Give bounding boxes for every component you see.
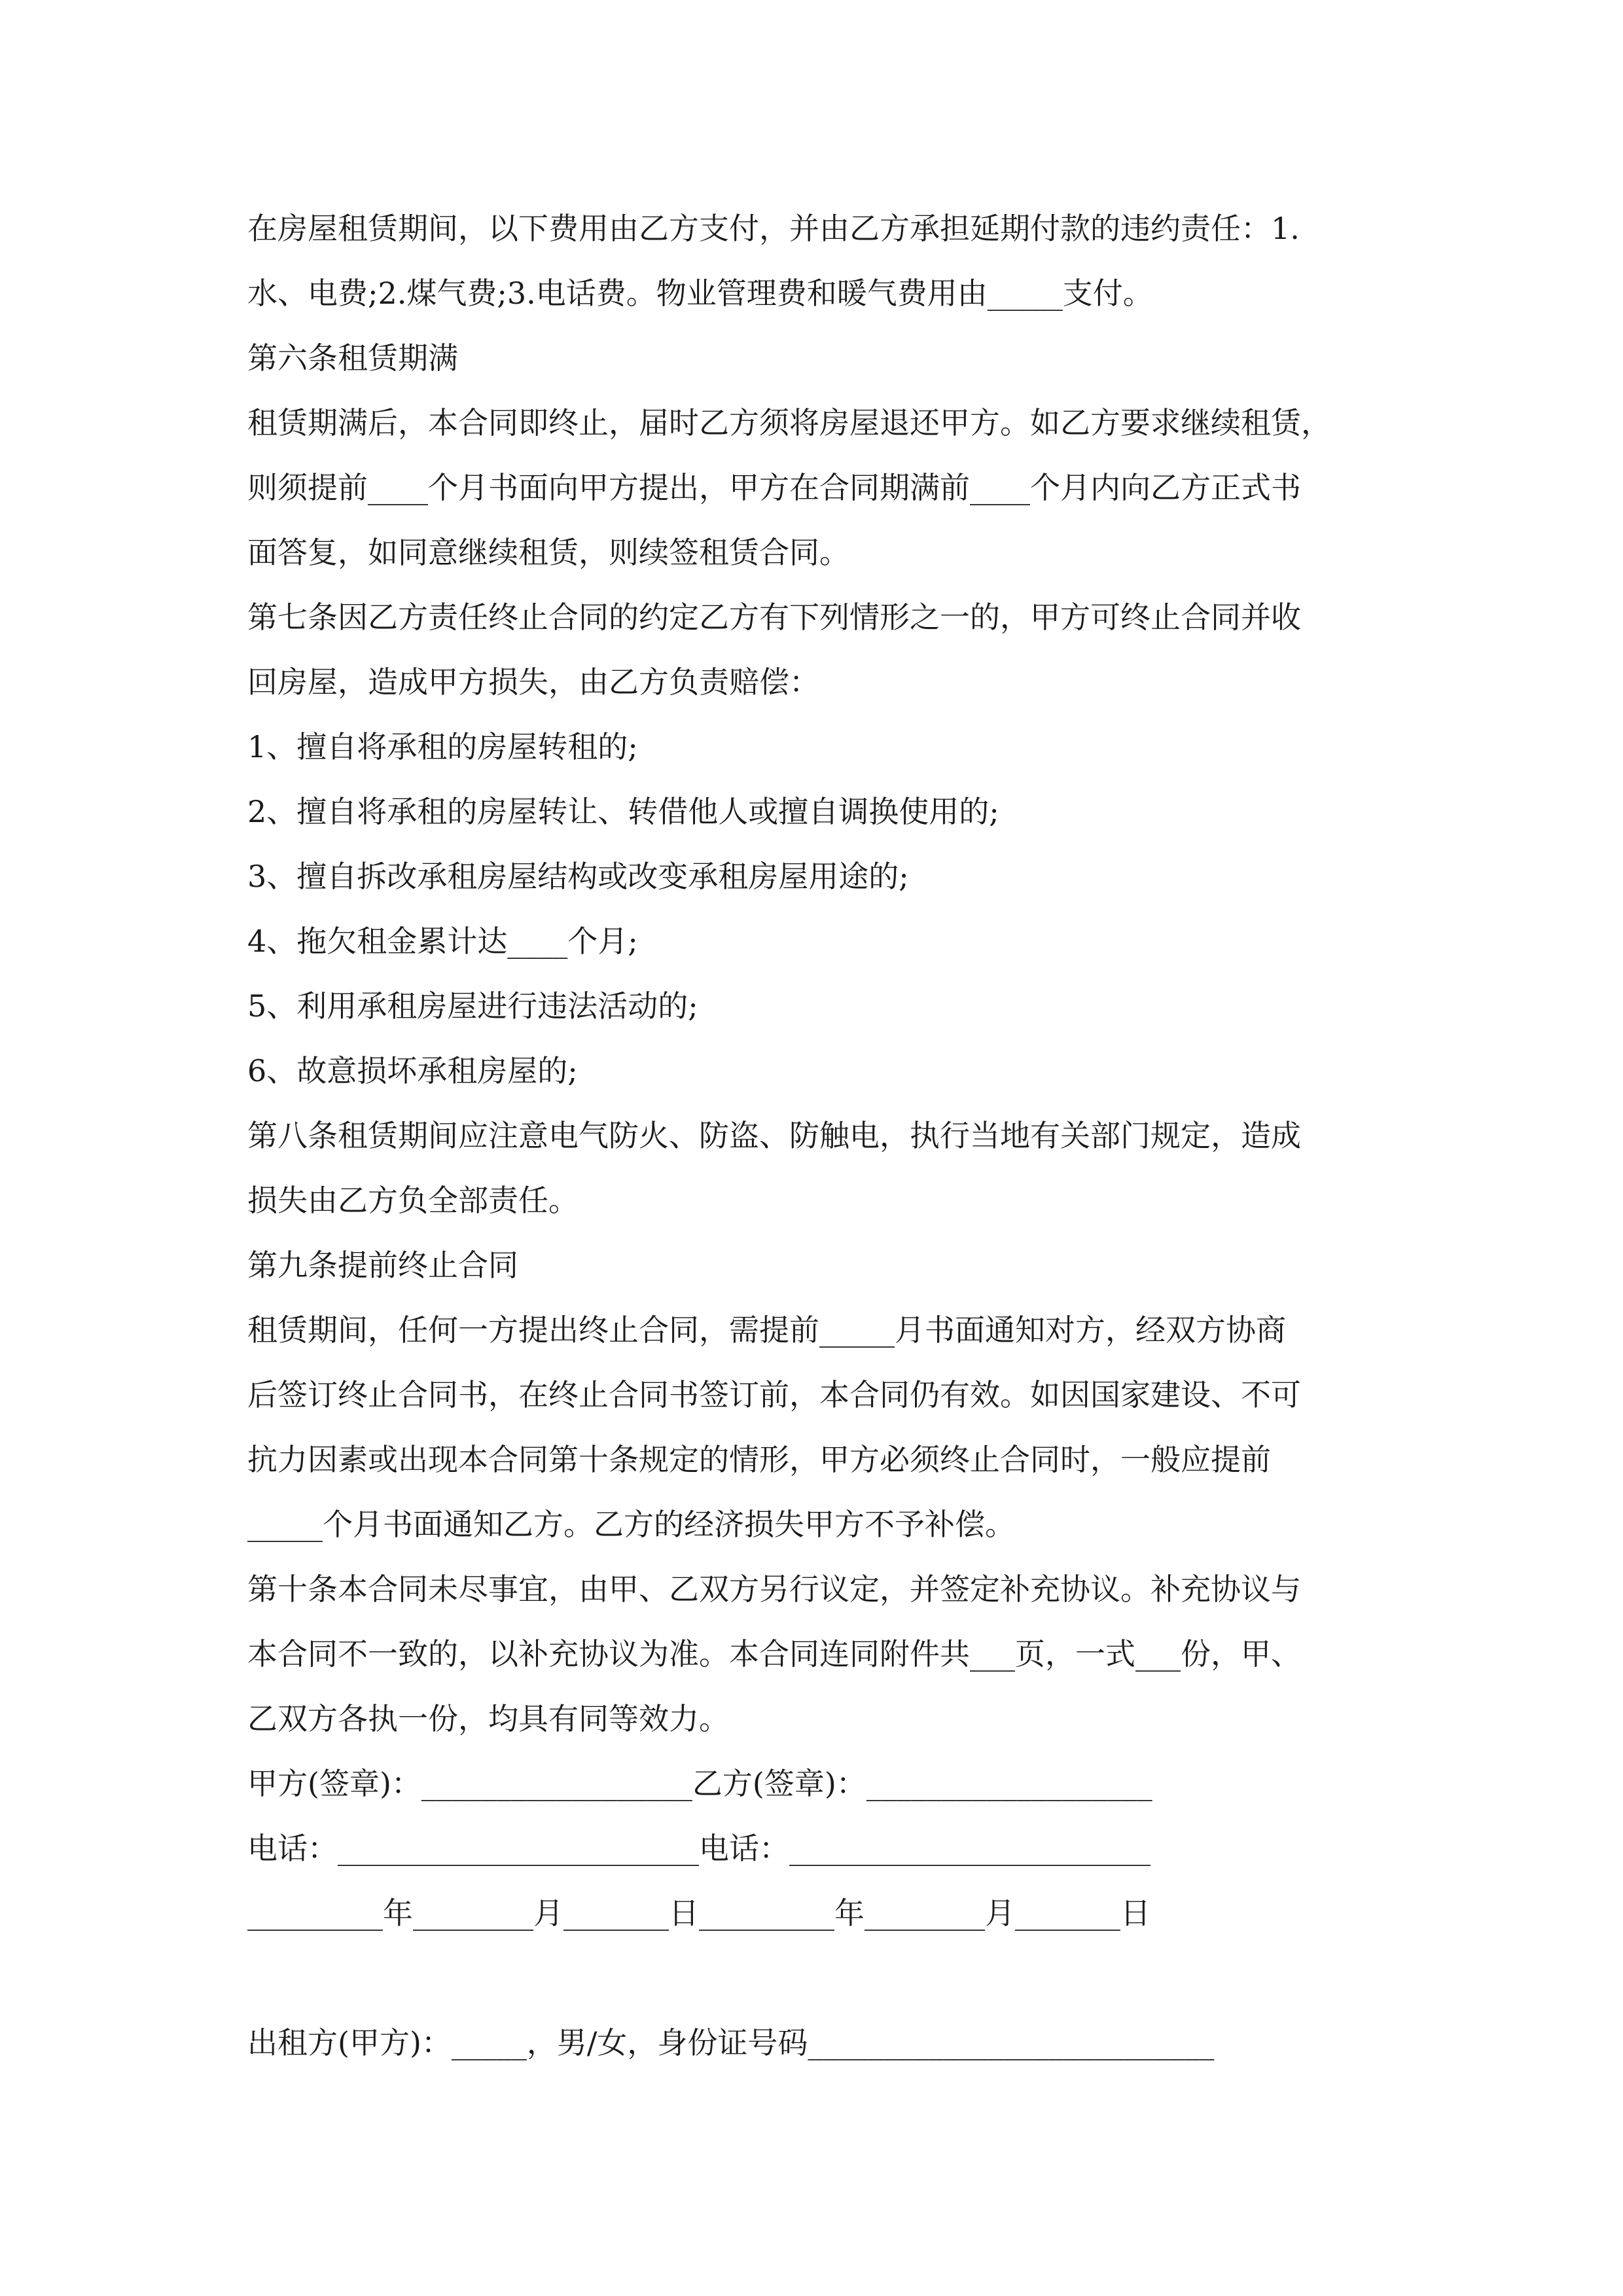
paragraph-line: 回房屋，造成甲方损失，由乙方负责赔偿： [247, 664, 819, 700]
tenant-line: 出租方(甲方)：_____，男/女，身份证号码___________________________ [247, 2025, 1215, 2060]
list-item: 4、拖欠租金累计达____个月; [247, 924, 638, 959]
paragraph-line: 则须提前____个月书面向甲方提出，甲方在合同期满前____个月内向乙方正式书 [247, 470, 1301, 505]
list-item: 3、擅自拆改承租房屋结构或改变承租房屋用途的; [247, 859, 909, 894]
document-body [247, 196, 1399, 2075]
list-item: 1、擅自将承租的房屋转租的; [247, 729, 638, 764]
phone-line: 电话：________________________电话：________________________ [247, 1831, 1150, 1866]
section-heading: 第六条租赁期满 [247, 340, 458, 376]
paragraph-line: 损失由乙方负全部责任。 [247, 1183, 579, 1218]
paragraph-line: 在房屋租赁期间，以下费用由乙方支付，并由乙方承担延期付款的违约责任：1. [247, 211, 1300, 246]
section-heading: 第十条本合同未尽事宜，由甲、乙双方另行议定，并签定补充协议。补充协议与 [247, 1571, 1301, 1607]
list-item: 2、擅自将承租的房屋转让、转借他人或擅自调换使用的; [247, 794, 999, 829]
paragraph-line: _____个月书面通知乙方。乙方的经济损失甲方不予补偿。 [247, 1507, 1015, 1542]
paragraph-line: 面答复，如同意继续租赁，则续签租赁合同。 [247, 535, 849, 570]
section-heading: 第七条因乙方责任终止合同的约定乙方有下列情形之一的，甲方可终止合同并收 [247, 600, 1301, 635]
paragraph-line: 租赁期间，任何一方提出终止合同，需提前_____月书面通知对方，经双方协商 [247, 1312, 1286, 1348]
list-item: 5、利用承租房屋进行违法活动的; [247, 988, 698, 1024]
paragraph-line: 乙双方各执一份，均具有同等效力。 [247, 1701, 729, 1736]
paragraph-line: 租赁期满后，本合同即终止，届时乙方须将房屋退还甲方。如乙方要求继续租赁， [247, 405, 1331, 440]
signature-line: 甲方(签章)：__________________乙方(签章)：___________________ [247, 1766, 1152, 1801]
section-heading: 第八条租赁期间应注意电气防火、防盗、防触电，执行当地有关部门规定，造成 [247, 1118, 1301, 1153]
paragraph-line: 本合同不一致的，以补充协议为准。本合同连同附件共___页，一式___份，甲、 [247, 1636, 1301, 1672]
paragraph-line: 水、电费;2.煤气费;3.电话费。物业管理费和暖气费用由_____支付。 [247, 276, 1153, 311]
blank-spacer [247, 1946, 1399, 2011]
list-item: 6、故意损坏承租房屋的; [247, 1053, 578, 1088]
paragraph-line: 抗力因素或出现本合同第十条规定的情形，甲方必须终止合同时，一般应提前 [247, 1442, 1271, 1477]
section-heading: 第九条提前终止合同 [247, 1247, 518, 1283]
date-line: _________年________月_______日_________年________月_______日 [247, 1895, 1150, 1931]
paragraph-line: 后签订终止合同书，在终止合同书签订前，本合同仍有效。如因国家建设、不可 [247, 1377, 1301, 1412]
